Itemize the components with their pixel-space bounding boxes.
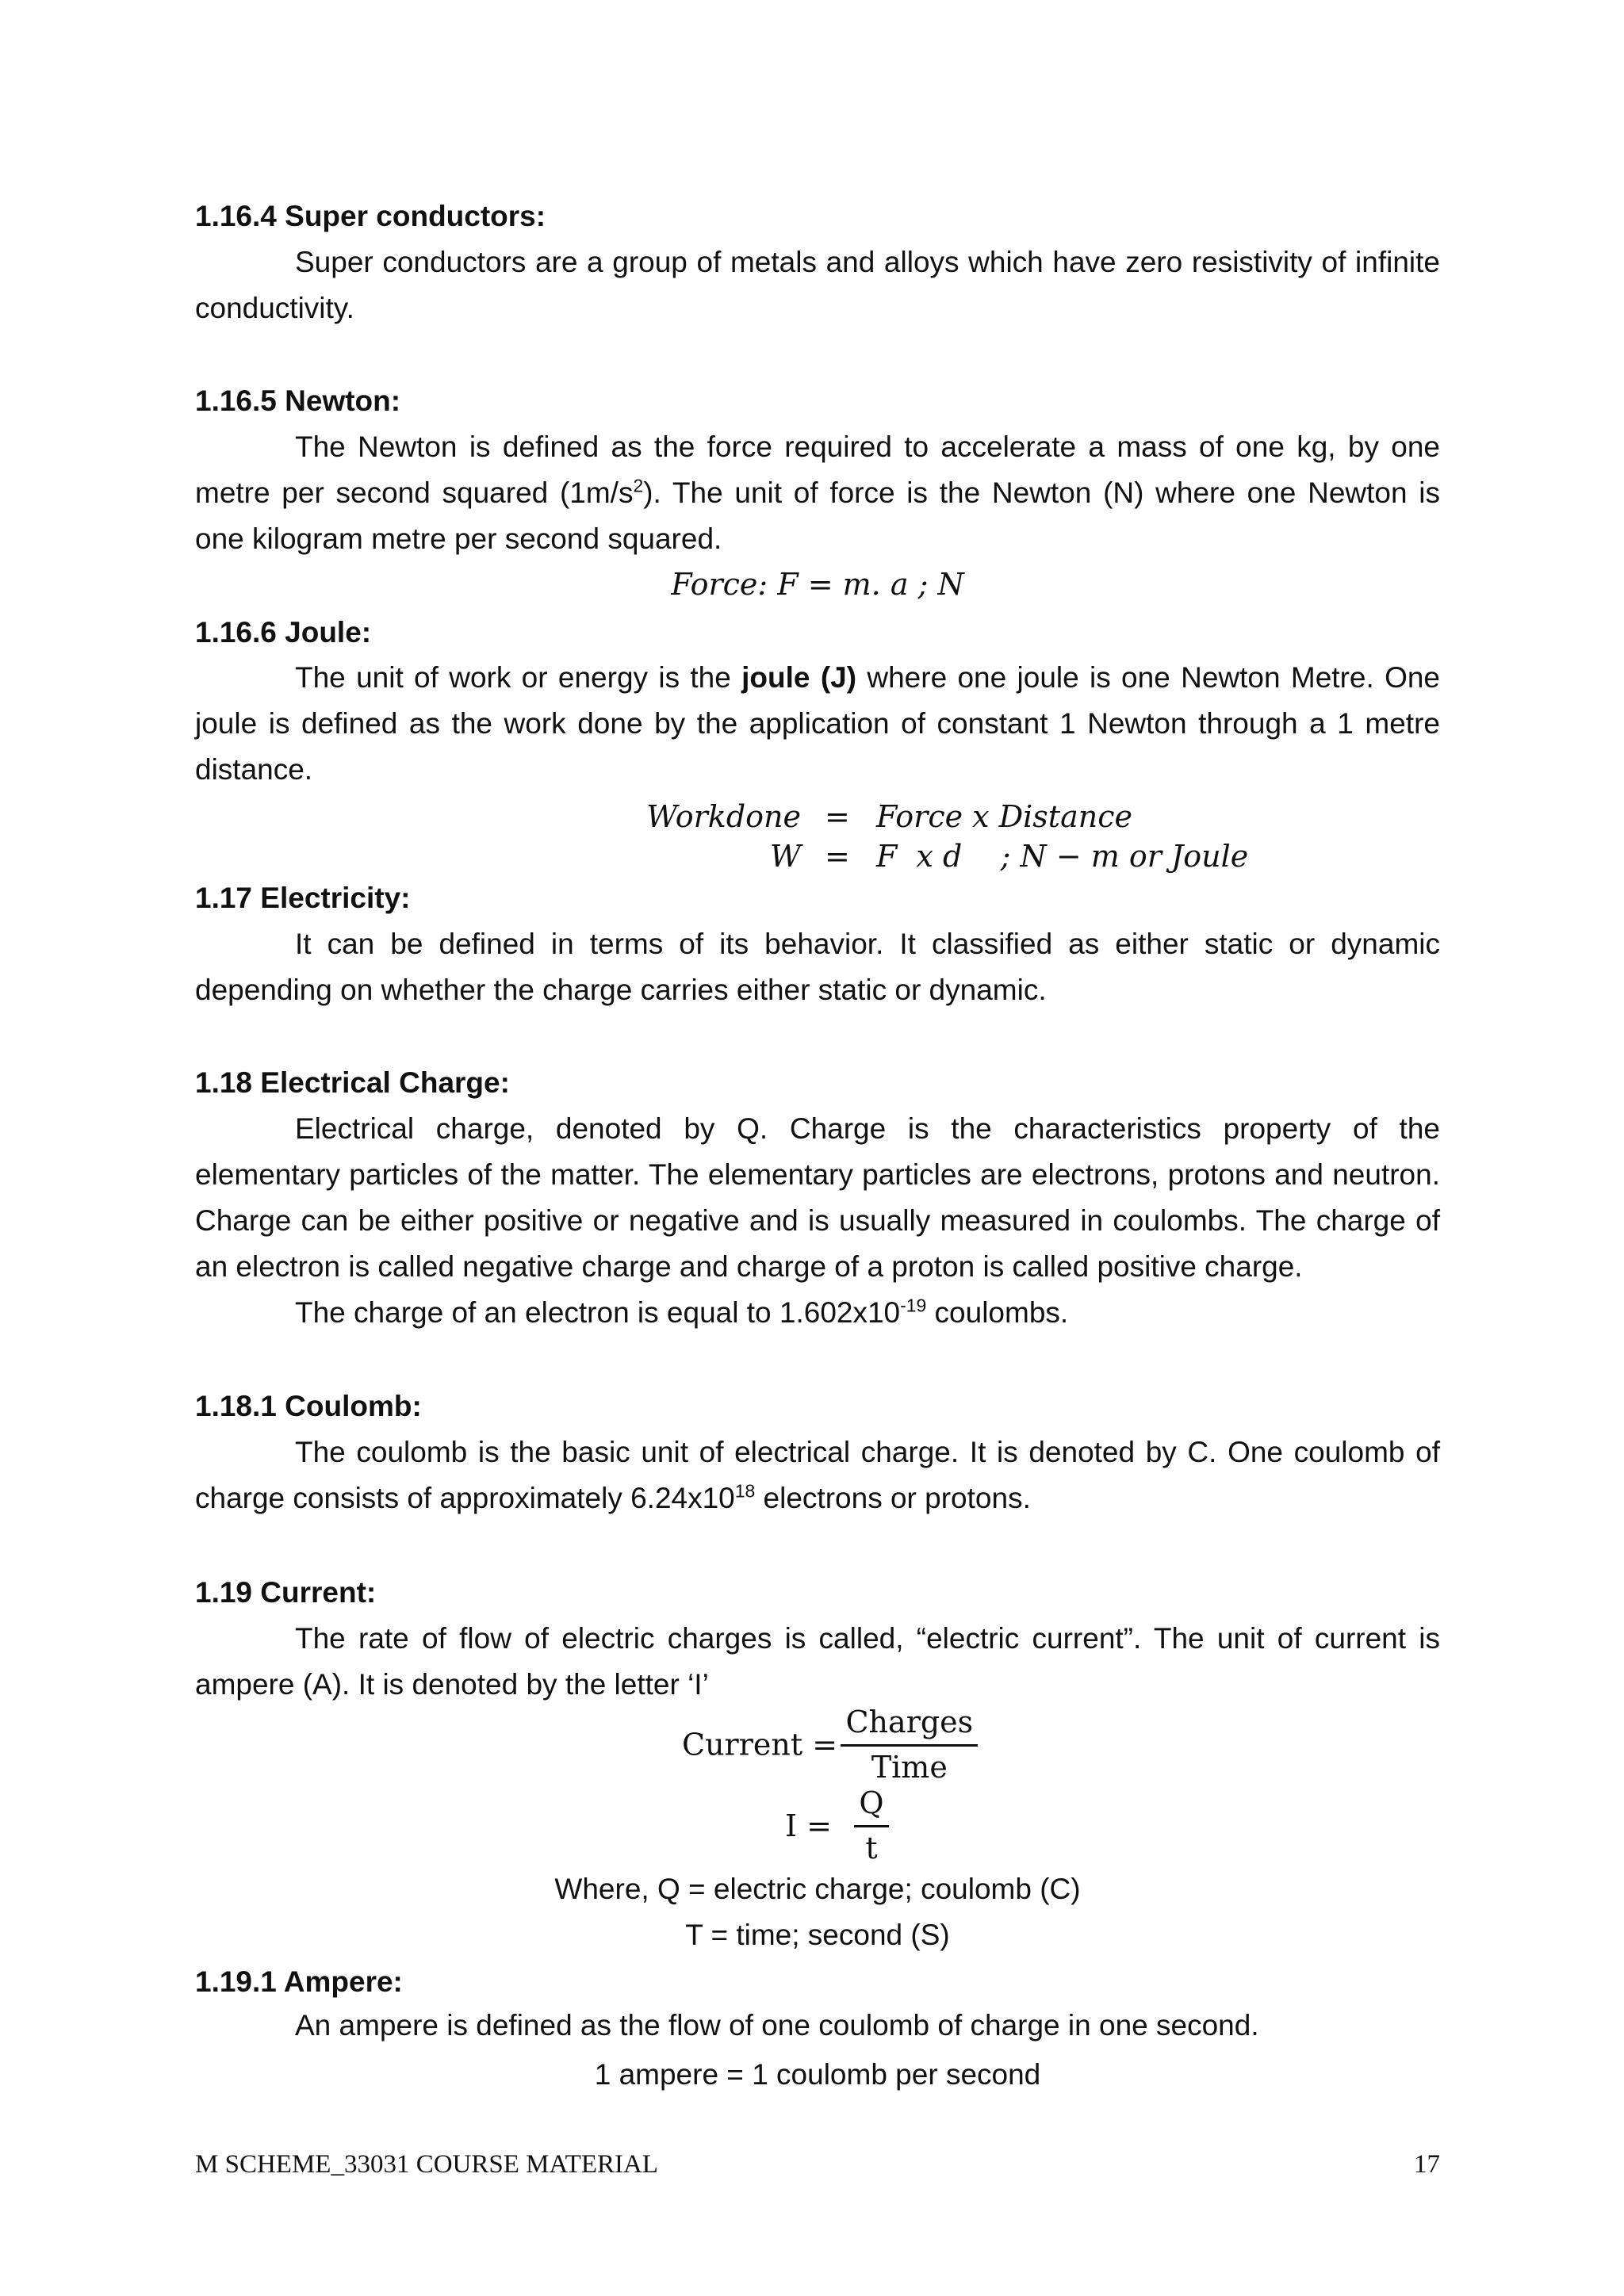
electricity-paragraph: It can be defined in terms of its behavior. It classified as either static or dynamic depending on whether the charge carries either static or dynamic. xyxy=(195,928,1440,1006)
electron-charge-paragraph xyxy=(195,1290,1440,1336)
q-over-t-fraction xyxy=(854,1785,888,1866)
coulomb-superscript: 18 xyxy=(734,1480,756,1502)
heading-current: 1.19 Current: xyxy=(195,1576,377,1609)
footer-course-title: M SCHEME_33031 COURSE MATERIAL xyxy=(195,2150,658,2179)
heading-electricity: 1.17 Electricity: xyxy=(195,882,411,914)
where-line-2: T = time; second (S) xyxy=(685,1919,950,1951)
joule-paragraph xyxy=(195,655,1440,793)
newton-text-b: ). The unit of force is the Newton (N) where one Newton is one kilogram metre per second squared. xyxy=(195,476,1440,555)
coulomb-text-a: The coulomb is the basic unit of electrical charge. It is denoted by C. One coulomb of charge consists of approximately 6.24x10 xyxy=(195,1436,1440,1514)
heading-super-conductors: 1.16.4 Super conductors: xyxy=(195,200,546,232)
i-equation xyxy=(785,1785,889,1866)
joule-text-b: where one joule is one Newton Metre. One joule is defined as the work done by the application of constant 1 Newton through a 1 metre distance. xyxy=(195,661,1441,786)
electron-charge-superscript: -19 xyxy=(900,1295,927,1316)
footer-page-number: 17 xyxy=(1414,2150,1440,2179)
fraction-numerator-q: Q xyxy=(854,1785,888,1827)
where-line-1: Where, Q = electric charge; coulomb (C) xyxy=(554,1873,1081,1905)
joule-text-a: The unit of work or energy is the xyxy=(295,661,742,694)
newton-superscript: 2 xyxy=(633,475,644,496)
current-eq-left: Current = xyxy=(682,1727,838,1762)
fraction-denominator-t: t xyxy=(865,1831,878,1866)
w-eq-right: F x d ; N − m or Joule xyxy=(876,839,1249,874)
ampere-formula: 1 ampere = 1 coulomb per second xyxy=(594,2058,1041,2091)
w-eq-sign: = xyxy=(825,839,850,874)
heading-coulomb: 1.18.1 Coulomb: xyxy=(195,1390,422,1422)
heading-electrical-charge: 1.18 Electrical Charge: xyxy=(195,1066,510,1099)
workdone-eq-sign: = xyxy=(825,799,850,834)
charges-over-time-fraction xyxy=(841,1705,978,1785)
coulomb-paragraph xyxy=(195,1429,1440,1521)
coulomb-text-b: electrons or protons. xyxy=(755,1482,1031,1514)
electron-charge-text-a: The charge of an electron is equal to 1.602x10 xyxy=(295,1296,901,1329)
heading-newton: 1.16.5 Newton: xyxy=(195,385,401,417)
electrical-charge-paragraph: Electrical charge, denoted by Q. Charge is the characteristics property of the elementary particles of the matter. The elementary particles are electrons, protons and neutron. Charge can be either positive or negative and is usually measured in coulombs. The charge of an electron is called negative charge and charge of a proton is called positive charge. xyxy=(195,1112,1440,1283)
current-paragraph: The rate of flow of electric charges is called, “electric current”. The unit of current is ampere (A). It is denoted by the letter ‘I’ xyxy=(195,1622,1440,1701)
electron-charge-text-b: coulombs. xyxy=(926,1296,1069,1329)
ampere-paragraph: An ampere is defined as the flow of one coulomb of charge in one second. xyxy=(295,2009,1259,2042)
force-formula: Force: F = m. a ; N xyxy=(671,567,964,602)
current-equation xyxy=(682,1705,978,1785)
fraction-denominator-time: Time xyxy=(871,1750,948,1785)
joule-bold-term: joule (J) xyxy=(741,661,857,694)
newton-paragraph xyxy=(195,424,1440,562)
i-eq-left: I = xyxy=(785,1808,832,1843)
super-conductors-paragraph: Super conductors are a group of metals and alloys which have zero resistivity of infinite conductivity. xyxy=(195,246,1440,324)
newton-text-a: The Newton is defined as the force required to accelerate a mass of one kg, by one metre per second squared (1m/s xyxy=(195,430,1440,509)
w-eq-left: W xyxy=(769,839,801,874)
workdone-eq-left: Workdone xyxy=(646,799,801,834)
heading-ampere: 1.19.1 Ampere: xyxy=(195,1965,403,1998)
workdone-eq-right: Force x Distance xyxy=(876,799,1132,834)
heading-joule: 1.16.6 Joule: xyxy=(195,616,372,649)
fraction-numerator-charges: Charges xyxy=(841,1705,978,1747)
